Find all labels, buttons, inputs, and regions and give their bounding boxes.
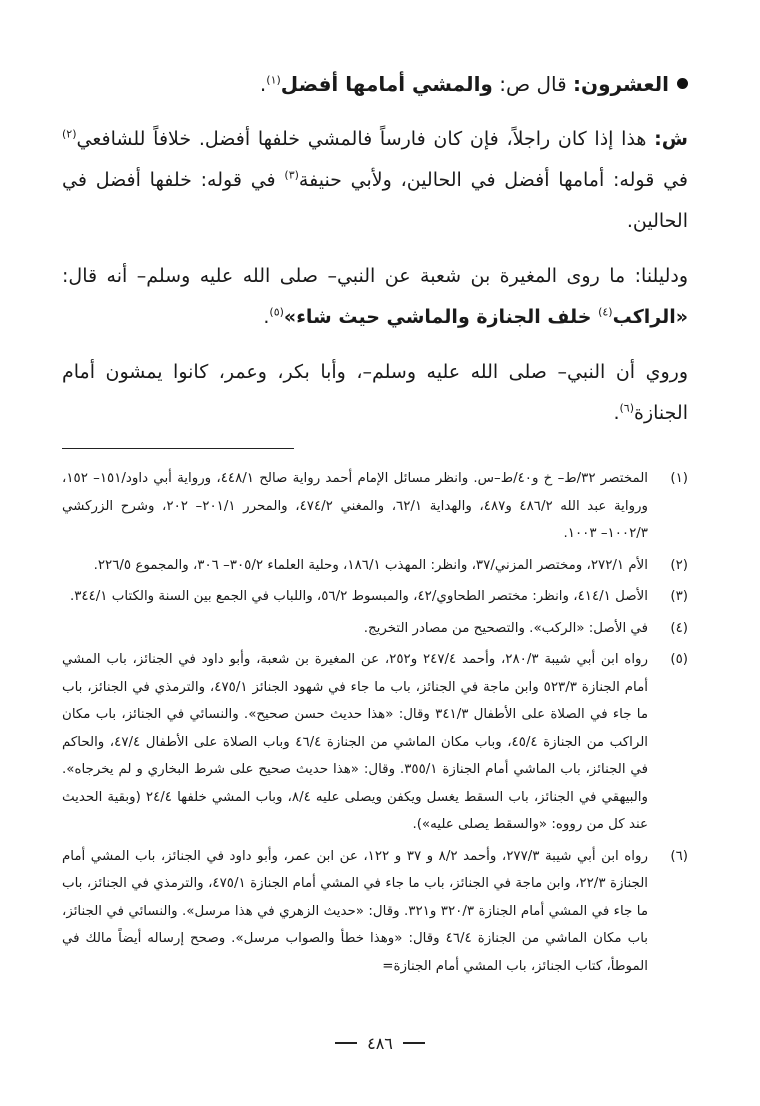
footnotes [62, 465, 688, 980]
footnote-text: في الأصل: «الركب». والتصحيح من مصادر التخريج. [363, 620, 648, 636]
hadith-quote-1: «الراكب [612, 306, 688, 328]
narration-text: وروي أن النبي– صلى الله عليه وسلم–، وأبا بكر، وعمر، كانوا يمشون أمام الجنازة [62, 361, 688, 424]
footnote-item [62, 583, 688, 611]
footnote-text: المختصر ٣٢/ط– خ و٤٠/ط–س. وانظر مسائل الإمام أحمد رواية صالح ٤٤٨/١، ورواية أبي داود/١٥١– ١٥٢، ورواية عبد الله ٤٨٦/٢ و٤٨٧، والهداية ٦٢/١، والمغني ٤٧٤/٢، والمحرر ٢٠١/١– ٢٠٢، وشرح الزركشي ١٠٠٢/٣– ١٠٠٣. [62, 471, 649, 541]
footnote-number: (٤) [670, 620, 688, 636]
footnote-number: (١) [670, 471, 688, 486]
commentary-text-1: هذا إذا كان راجلاً، فإن كان فارساً فالمشي خلفها أفضل. خلافاً للشافعي [76, 128, 655, 150]
heading-label: العشرون: [573, 72, 669, 96]
paragraph-evidence [62, 256, 688, 338]
footnote-ref: (٣) [284, 168, 299, 182]
heading-quote: والمشي أمامها أفضل [280, 72, 493, 96]
footnote-item [62, 843, 688, 981]
footnote-item [62, 552, 688, 580]
footnote-ref: (٢) [62, 127, 77, 141]
footnote-ref: (٦) [619, 401, 634, 415]
footnote-text: رواه ابن أبي شيبة ٢٨٠/٣، وأحمد ٢٤٧/٤ و٢٥٢، عن المغيرة بن شعبة، وأبو داود في الجنائز، باب المشي أمام الجنازة ٥٢٣/٣ وابن ماجة في الجنائز، باب ما جاء في شهود الجنائز ٤٧٥/١، والترمذي في الجنائز، باب ما جاء في الصلاة على الأطفال ٣٤١/٣ وقال: «هذا حديث حسن صحيح». والنسائي في الجنائز، باب مكان الراكب من الجنازة ٤٥/٤، وباب مكان الماشي من الجنازة ٤٦/٤ وباب الصلاة على الأطفال ٤٧/٤، والحاكم في الجنائز، باب الماشي أمام الجنازة ٣٥٥/١. وقال: «هذا حديث صحيح على شرط البخاري و لم يخرجاه». والبيهقي في الجنائز، باب السقط يغسل ويكفن ويصلى عليه ٨/٤، وباب المشي خلفها ٢٤/٤ (وبقية الحديث عند كل من رووه: «والسقط يصلى عليه»). [62, 652, 649, 832]
section-heading [62, 64, 688, 105]
footnote-item [62, 615, 688, 643]
paragraph-commentary [62, 119, 688, 242]
page-number: ٤٨٦ [367, 1034, 393, 1053]
footnote-text: الأصل ٤١٤/١، وانظر: مختصر الطحاوي/٤٢، والمبسوط ٥٦/٢، واللباب في الجمع بين السنة والكتاب ٣٤٤/١. [69, 589, 648, 604]
footnote-number: (٣) [670, 589, 688, 604]
evidence-end: . [263, 306, 270, 328]
paragraph-narration [62, 352, 688, 434]
footnote-number: (٢) [670, 557, 688, 573]
narration-end: . [613, 402, 620, 424]
footnote-item [62, 646, 688, 839]
main-text [62, 64, 688, 434]
bullet-icon [677, 78, 688, 89]
heading-text: قال ص: [492, 72, 567, 96]
page-body [62, 64, 688, 984]
dash-right [335, 1042, 357, 1044]
commentary-text-3: في قوله: خلفها أفضل في الحالين. [62, 169, 688, 232]
footnote-text: الأم ٢٧٢/١، ومختصر المزني/٣٧، وانظر: المهذب ١٨٦/١، وحلية العلماء ٣٠٥/٢– ٣٠٦، والمجموع ٢٢٦/٥. [93, 557, 648, 573]
heading-end: . [259, 72, 267, 96]
page-number-footer [0, 1034, 760, 1053]
footnote-number: (٥) [670, 652, 688, 667]
footnote-ref: (١) [266, 73, 281, 87]
footnote-separator [62, 448, 294, 449]
evidence-text: ودليلنا: ما روى المغيرة بن شعبة عن النبي– صلى الله عليه وسلم– أنه قال: [62, 265, 688, 287]
footnote-number: (٦) [670, 848, 688, 864]
hadith-quote-2: خلف الجنازة والماشي حيث شاء» [283, 306, 599, 328]
dash-left [403, 1042, 425, 1044]
commentary-text-2: في قوله: أمامها أفضل في الحالين، ولأبي حنيفة [298, 169, 688, 191]
footnote-ref: (٤) [598, 305, 613, 319]
footnote-item [62, 465, 688, 548]
footnote-ref: (٥) [269, 305, 284, 319]
commentary-lead: ش: [654, 128, 688, 150]
footnote-text: رواه ابن أبي شيبة ٢٧٧/٣، وأحمد ٨/٢ و ٣٧ و ١٢٢، عن ابن عمر، وأبو داود في الجنائز، باب المشي أمام الجنازة ٢٢/٣، وابن ماجة في الجنائز، باب ما جاء في المشي أمام الجنازة ٤٧٥/١، والترمذي في الجنائز، باب ما جاء في المشي أمام الجنازة ٣٢٠/٣ و٣٢١. وقال: «حديث الزهري في هذا مرسل». والنسائي في الجنائز، باب مكان الماشي من الجنازة ٤٦/٤ وقال: «وهذا خطأ والصواب مرسل». وصحح إرساله أيضاً مالك في الموطأ، كتاب الجنائز، باب المشي أمام الجنازة= [62, 848, 648, 974]
